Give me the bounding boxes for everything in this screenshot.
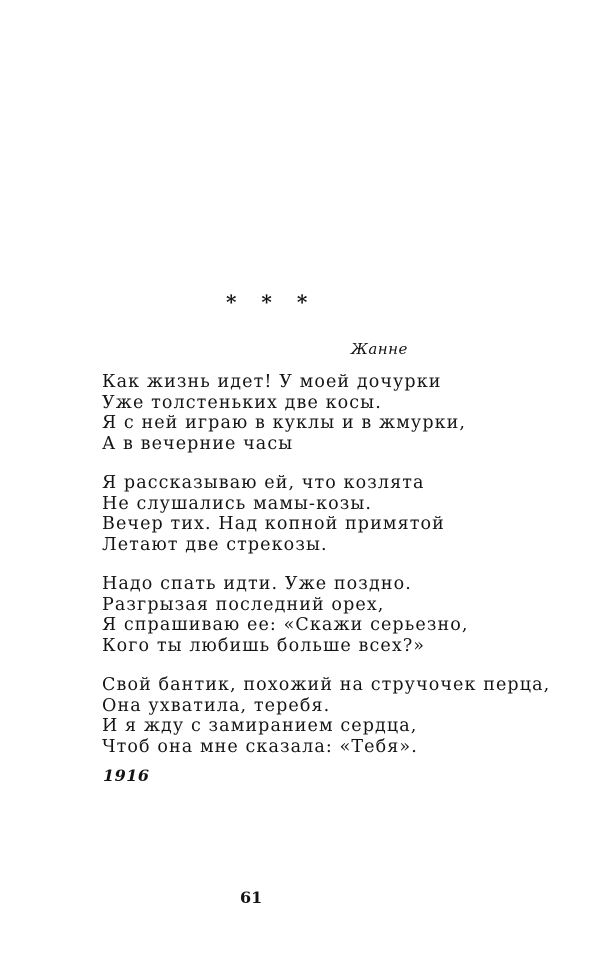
poem-year: 1916: [103, 766, 150, 785]
poem-line: Уже толстеньких две косы.: [102, 392, 382, 413]
poem: [102, 372, 562, 776]
stanza: [102, 372, 562, 454]
stanza: [102, 675, 562, 757]
poem-line: Свой бантик, похожий на стручочек перца,: [102, 675, 551, 695]
poem-line: Я с ней играю в куклы и в жмурки,: [102, 413, 467, 433]
page-number: 61: [240, 888, 263, 907]
dedication: Жанне: [351, 340, 408, 358]
stanza: [102, 473, 562, 555]
poem-line: Не слушались мамы-козы.: [102, 493, 373, 514]
poem-line: Летают две стрекозы.: [102, 534, 328, 555]
poem-line: А в вечерние часы: [102, 433, 294, 454]
poem-line: Кого ты любишь больше всех?»: [102, 635, 426, 656]
poem-line: Она ухватила, теребя.: [102, 695, 331, 716]
stanza: [102, 574, 562, 656]
poem-line: Разгрызая последний орех,: [102, 594, 385, 615]
poem-line: Вечер тих. Над копной примятой: [102, 514, 445, 534]
poem-line: Надо спать идти. Уже поздно.: [102, 574, 412, 594]
poem-line: Как жизнь идет! У моей дочурки: [102, 372, 442, 392]
poem-line: Я спрашиваю ее: «Скажи серьезно,: [102, 615, 469, 635]
poem-line: И я жду с замиранием сердца,: [102, 716, 418, 736]
section-asterisks: * * *: [226, 290, 317, 314]
poem-line: Чтоб она мне сказала: «Тебя».: [102, 736, 418, 757]
poem-line: Я рассказываю ей, что козлята: [102, 473, 425, 493]
